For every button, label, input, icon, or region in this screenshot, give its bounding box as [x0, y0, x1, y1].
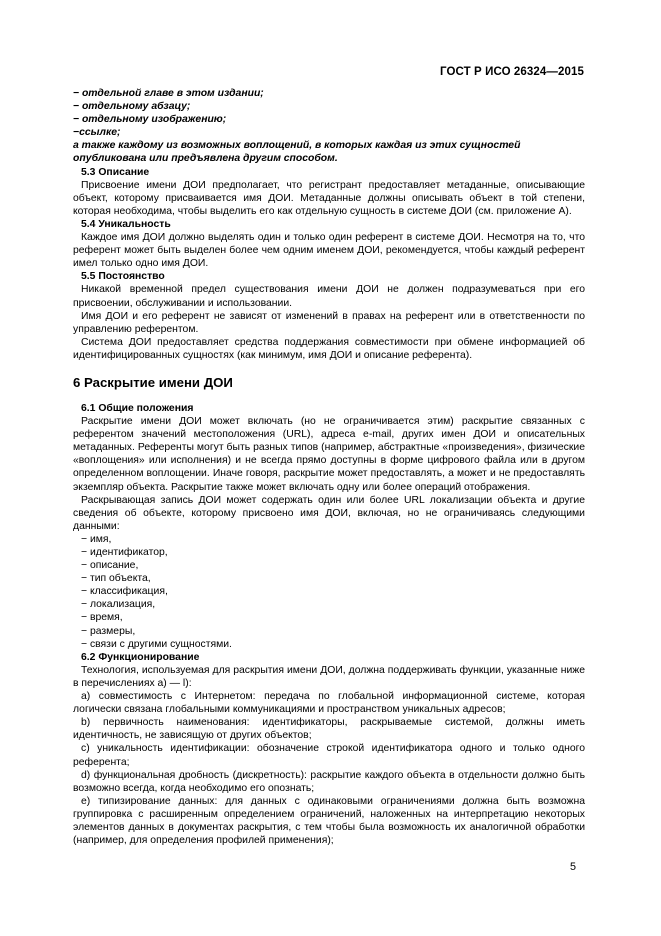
section-5-5-heading: 5.5 Постоянство: [81, 271, 165, 283]
intro-list: [73, 87, 585, 166]
list-item: − описание,: [81, 560, 139, 572]
section-5-4-heading: 5.4 Уникальность: [81, 218, 171, 230]
list-item: − имя,: [81, 533, 112, 545]
section-5-3-heading: 5.3 Описание: [81, 166, 150, 178]
section-5-5-paragraph: Никакой временной предел существования имени ДОИ не должен подразумеваться при его присвоении, обслуживании и использовании.: [73, 284, 585, 309]
list-item: − размеры,: [81, 625, 136, 637]
standard-header: ГОСТ Р ИСО 26324—2015: [439, 66, 584, 78]
section-6-heading: 6 Раскрытие имени ДОИ: [73, 374, 233, 390]
section-6-1-paragraph: Раскрывающая запись ДОИ может содержать один или более URL локализации объекта и другие сведения об объекте, которому присвоено имя ДОИ, включая, но не ограничиваясь следующими данными:: [73, 494, 585, 532]
data-fields-list: [73, 533, 585, 651]
page-number: 5: [569, 861, 576, 873]
intro-list-item: − отдельному абзацу;: [73, 101, 191, 113]
section-6-2-paragraph: Технология, используемая для раскрытия имени ДОИ, должна поддерживать функции, указанные ниже в перечислениях а) — l):: [73, 664, 585, 689]
list-item: − локализация,: [81, 599, 156, 611]
section-5-3-paragraph: Присвоение имени ДОИ предполагает, что регистрант предоставляет метаданные, описывающие объект, которому присваивается имя ДОИ. Метаданные должны описывать объект в той степени, которая необходима, чтобы выделить его как отдельную сущность в системе ДОИ (см. приложение А).: [73, 179, 585, 217]
document-body: [73, 87, 585, 847]
intro-list-item: − отдельной главе в этом издании;: [73, 88, 264, 99]
list-item: − время,: [81, 612, 123, 624]
enum-item-d: d) функциональная дробность (дискретность): раскрытие каждого объекта в отдельности должно быть возможно всегда, когда необходимо его опознать;: [73, 769, 585, 794]
enum-item-a: а) совместимость с Интернетом: передача по глобальной информационной системе, которая логически связана глобальными коммуникациями и пространством уникальных адресов;: [73, 691, 585, 716]
intro-list-item: −ссылке;: [73, 127, 121, 139]
section-6-1-heading: 6.1 Общие положения: [81, 402, 194, 414]
list-item: − классификация,: [81, 586, 168, 598]
section-5-5-paragraph: Имя ДОИ и его референт не зависят от изменений в правах на референт или в ответственности по управлению референтом.: [73, 310, 585, 335]
enum-item-e: е) типизирование данных: для данных с одинаковыми ограничениями должна быть возможна группировка с расширенным определением ограничений, наложенных на интерпретацию некоторых элементов данных в документах раскрытия, с тем чтобы была возможность их аналогичной обработки (например, для определения профилей применения);: [73, 795, 585, 847]
intro-list-item: а также каждому из возможных воплощений, в которых каждая из этих сущностей опубликована или предъявлена другим способом.: [73, 140, 521, 165]
list-item: − связи с другими сущностями.: [81, 638, 232, 650]
section-5-5-paragraph: Система ДОИ предоставляет средства поддержания совместимости при обмене информацией об идентифицированных сущностях (как минимум, имя ДОИ и описание референта).: [73, 336, 585, 361]
section-5-4-paragraph: Каждое имя ДОИ должно выделять один и только один референт в системе ДОИ. Несмотря на то, что референт может быть выделен более чем одним именем ДОИ, рекомендуется, чтобы каждый референт имел только одно имя ДОИ.: [73, 232, 585, 270]
list-item: − тип объекта,: [81, 573, 151, 585]
intro-list-item: − отдельному изображению;: [73, 114, 227, 126]
enum-item-c: с) уникальность идентификации: обозначение строкой идентификатора одного и только одного референта;: [73, 743, 585, 768]
enum-item-b: b) первичность наименования: идентификаторы, раскрываемые системой, должны иметь идентичность, не зависящую от других объектов;: [73, 717, 585, 742]
list-item: − идентификатор,: [81, 547, 168, 558]
section-6-1-paragraph: Раскрытие имени ДОИ может включать (но не ограничивается этим) раскрытие связанных с референтом значений местоположения (URL), адреса e-mail, других имен ДОИ и описательных метаданных. Референты могут быть разных типов (например, абстрактные «произведения», физические «воплощения» или исполнения) и не всегда прямо доступны в форме цифрового файла или в другом определенном воплощении. Иначе говоря, раскрытие может предоставлять, а может и не предоставлять экземпляр объекта. Раскрытие также может включать одну или более операций отображения.: [73, 416, 585, 493]
section-6-2-heading: 6.2 Функционирование: [81, 651, 200, 663]
